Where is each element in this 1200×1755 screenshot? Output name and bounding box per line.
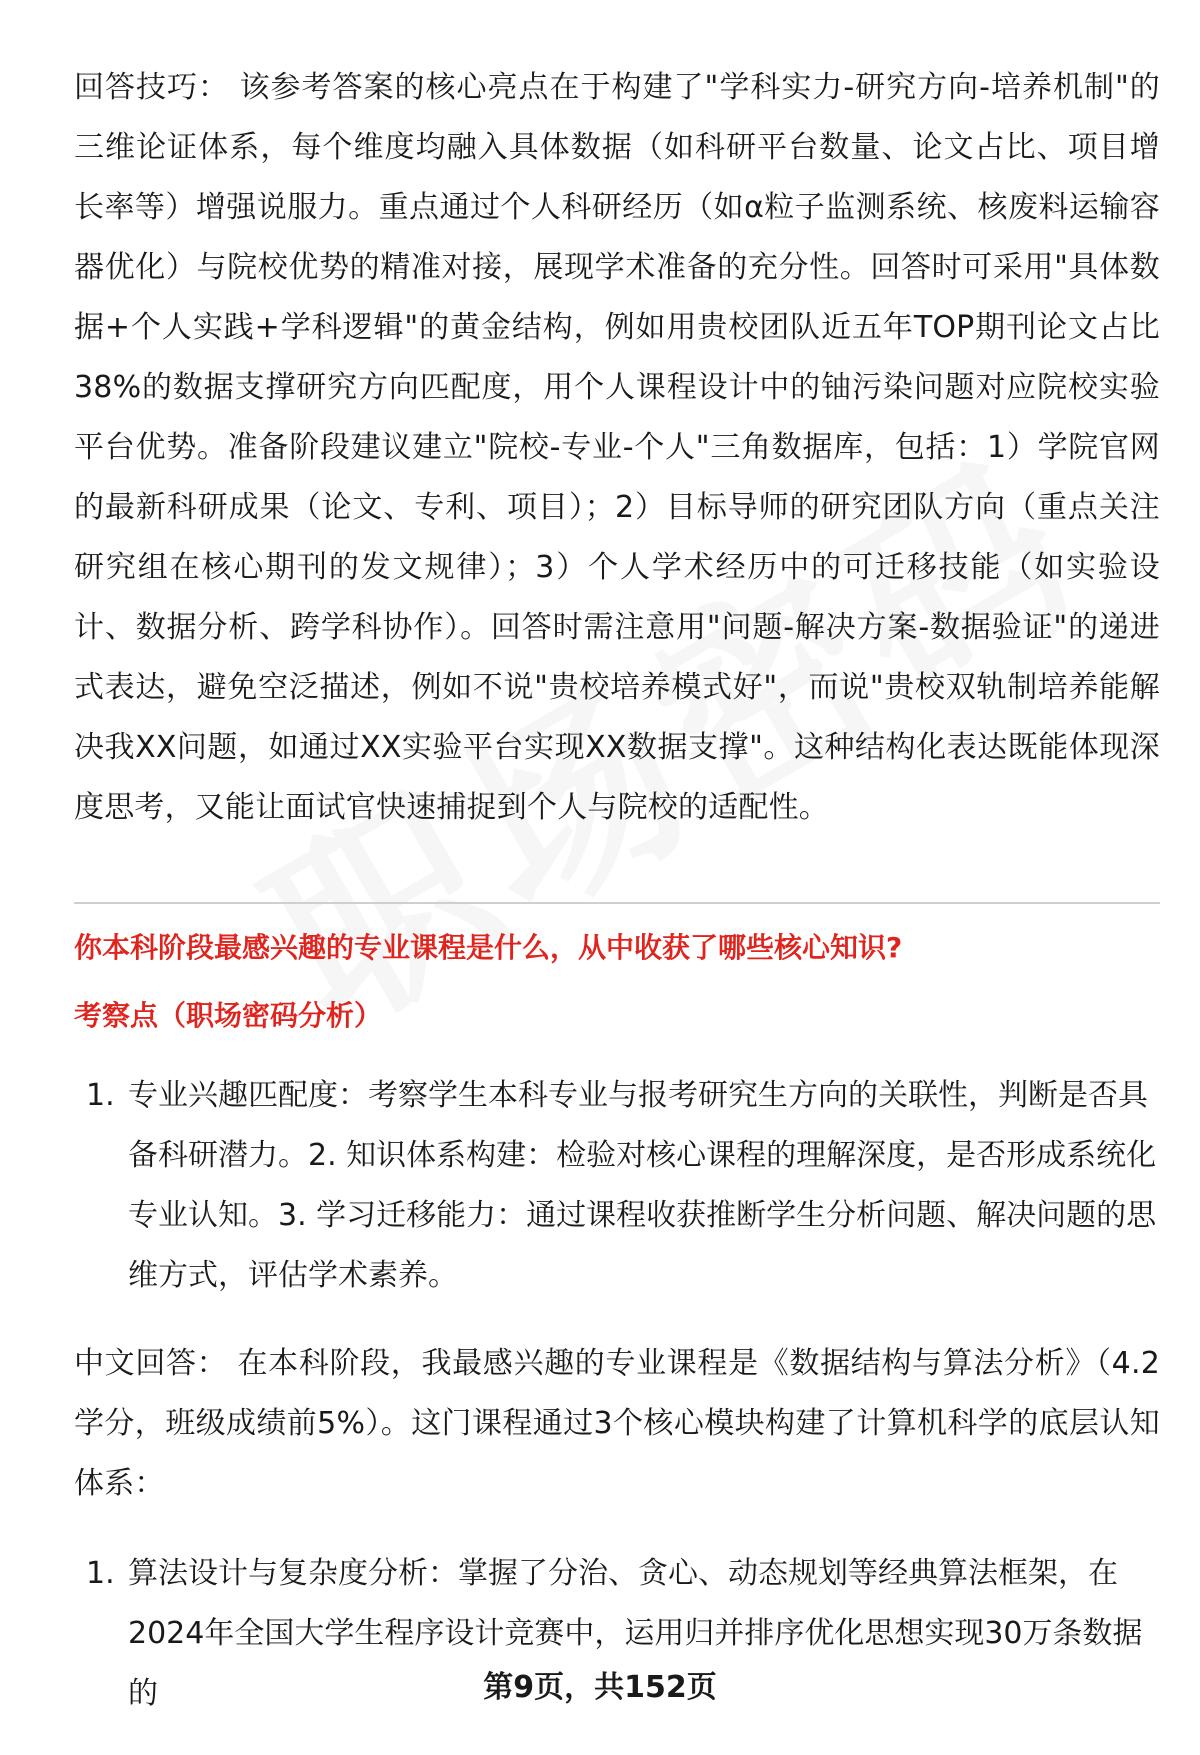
list-number: 1. — [86, 1556, 115, 1591]
list-item-text: 算法设计与复杂度分析：掌握了分治、贪心、动态规划等经典算法框架，在2024年全国大学生程序设计竞赛中，运用归并排序优化思想实现30万条数据的 — [128, 1556, 1143, 1711]
focus-list-item — [74, 1066, 1160, 1306]
page-number-footer: 第9页，共152页 — [483, 1670, 717, 1705]
question-heading: 你本科阶段最感兴趣的专业课程是什么，从中收获了哪些核心知识? — [74, 931, 903, 964]
chinese-answer-paragraph: 中文回答： 在本科阶段，我最感兴趣的专业课程是《数据结构与算法分析》（4.2学分，班级成绩前5%）。这门课程通过3个核心模块构建了计算机科学的底层认知体系： — [74, 1346, 1160, 1501]
focus-heading: 考察点（职场密码分析） — [74, 999, 383, 1032]
section-divider — [74, 902, 1160, 904]
document-page — [74, 58, 1160, 1724]
answer-tips-paragraph: 回答技巧： 该参考答案的核心亮点在于构建了"学科实力-研究方向-培养机制"的三维论证体系，每个维度均融入具体数据（如科研平台数量、论文占比、项目增长率等）增强说服力。重点通过个人科研经历（如α粒子监测系统、核废料运输容器优化）与院校优势的精准对接，展现学术准备的充分性。回答时可采用"具体数据+个人实践+学科逻辑"的黄金结构，例如用贵校团队近五年TOP期刊论文占比38%的数据支撑研究方向匹配度，用个人课程设计中的铀污染问题对应院校实验平台优势。准备阶段建议建立"院校-专业-个人"三角数据库，包括：1）学院官网的最新科研成果（论文、专利、项目）；2）目标导师的研究团队方向（重点关注研究组在核心期刊的发文规律）；3）个人学术经历中的可迁移技能（如实验设计、数据分析、跨学科协作）。回答时需注意用"问题-解决方案-数据验证"的递进式表达，避免空泛描述，例如不说"贵校培养模式好"，而说"贵校双轨制培养能解决我XX问题，如通过XX实验平台实现XX数据支撑"。这种结构化表达既能体现深度思考，又能让面试官快速捕捉到个人与院校的适配性。 — [74, 70, 1160, 825]
focus-list — [74, 1066, 1160, 1306]
list-number: 1. — [86, 1078, 115, 1113]
list-item-text: 专业兴趣匹配度：考察学生本科专业与报考研究生方向的关联性，判断是否具备科研潜力。2. 知识体系构建：检验对核心课程的理解深度，是否形成系统化专业认知。3. 学习迁移能力：通过课程收获推断学生分析问题、解决问题的思维方式，评估学术素养。 — [128, 1078, 1157, 1293]
